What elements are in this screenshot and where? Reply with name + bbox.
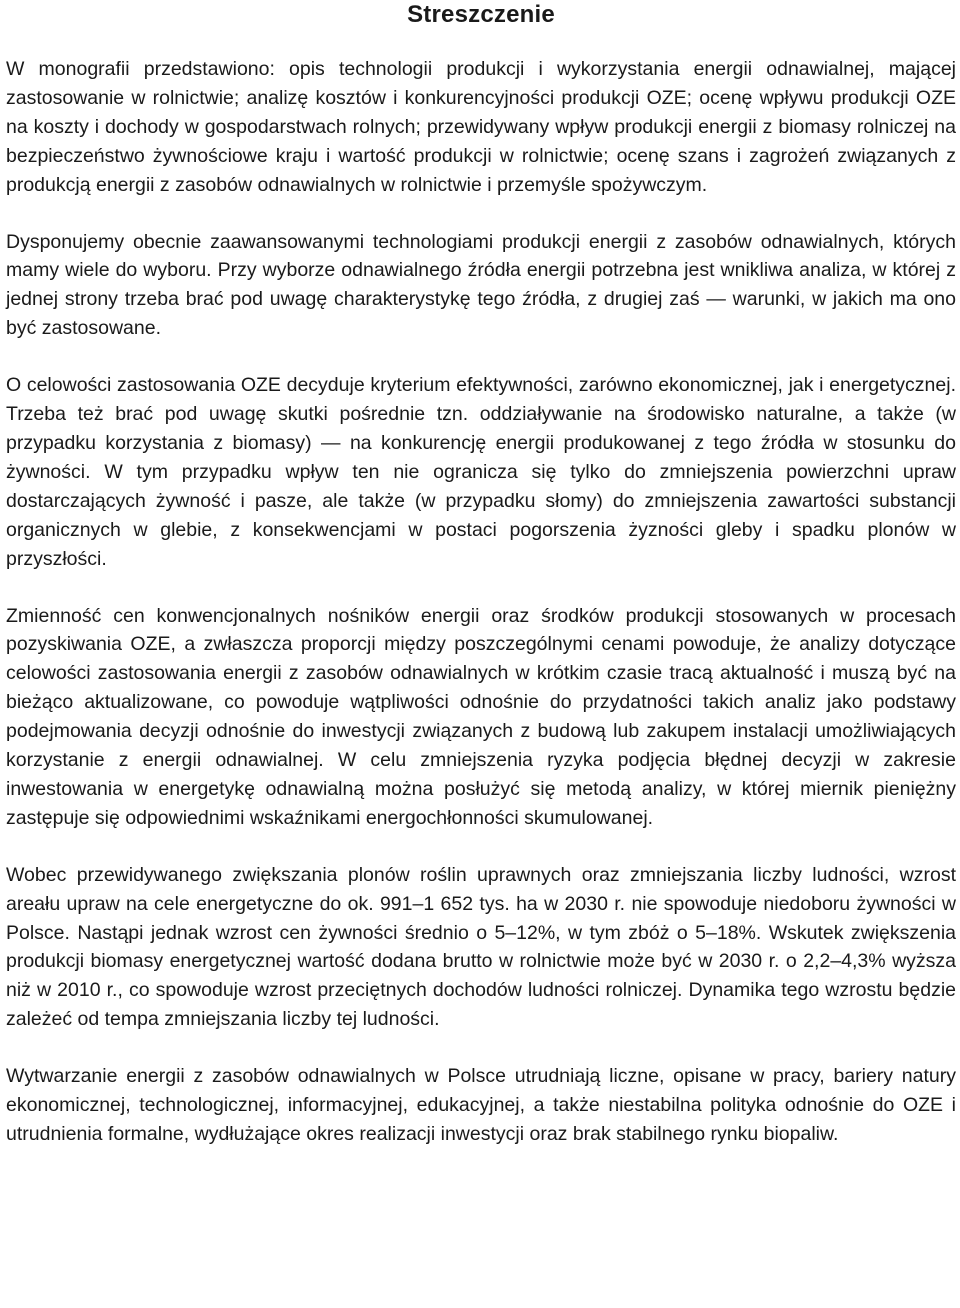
paragraph-3: O celowości zastosowania OZE decyduje kryterium efektywności, zarówno ekonomicznej, jak i energetycznej. Trzeba też brać pod uwagę skutki pośrednie tzn. oddziaływanie na środowisko naturalne, a także (w przypadku korzystania z biomasy) — na konkurencję energii produkowanej z tego źródła w stosunku do żywności. W tym przypadku wpływ ten nie ogranicza się tylko do zmniejszenia powierzchni upraw dostarczających żywność i pasze, ale także (w przypadku słomy) do zmniejszenia zawartości substancji organicznych w glebie, z konsekwencjami w postaci pogorszenia żyzności gleby i spadku plonów w przyszłości. [6,374,956,570]
paragraph-1: W monografii przedstawiono: opis technologii produkcji i wykorzystania energii odnawialnej, mającej zastosowanie w rolnictwie; analizę kosztów i konkurencyjności produkcji OZE; ocenę wpływu produkcji OZE na koszty i dochody w gospodarstwach rolnych; przewidywany wpływ produkcji energii z biomasy rolniczej na bezpieczeństwo żywnościowe kraju i wartość produkcji w rolnictwie; ocenę szans i zagrożeń związanych z produkcją energii z zasobów odnawialnych w rolnictwie i przemyśle spożywczym. [6,58,956,196]
paragraph-6: Wytwarzanie energii z zasobów odnawialnych w Polsce utrudniają liczne, opisane w pracy, bariery natury ekonomicznej, technologicznej, informacyjnej, edukacyjnej, a także niestabilna polityka odnośnie do OZE i utrudnienia formalne, wydłużające okres realizacji inwestycji oraz brak stabilnego rynku biopaliw. [6,1065,956,1145]
page-title: Streszczenie [407,1,555,28]
paragraph-5: Wobec przewidywanego zwiększania plonów roślin uprawnych oraz zmniejszania liczby ludności, wzrost areału upraw na cele energetyczne do ok. 991–1 652 tys. ha w 2030 r. nie spowoduje niedoboru żywności w Polsce. Nastąpi jednak wzrost cen żywności średnio o 5–12%, w tym zbóż o 5–18%. Wskutek zwiększenia produkcji biomasy energetycznej wartość dodana brutto w rolnictwie może być w 2030 r. o 2,2–4,3% wyższa niż w 2010 r., co spowoduje wzrost przeciętnych dochodów ludności rolniczej. Dynamika tego wzrostu będzie zależeć od tempa zmniejszania liczby tej ludności. [6,863,956,1031]
paragraph-2: Dysponujemy obecnie zaawansowanymi technologiami produkcji energii z zasobów odnawialnych, których mamy wiele do wyboru. Przy wyborze odnawialnego źródła energii potrzebna jest wnikliwa analiza, w której z jednej strony trzeba brać pod uwagę charakterystykę tego źródła, z drugiej zaś — warunki, w jakich ma ono być zastosowane. [6,230,956,340]
paragraph-4: Zmienność cen konwencjonalnych nośników energii oraz środków produkcji stosowanych w procesach pozyskiwania OZE, a zwłaszcza proporcji między poszczególnymi cenami powoduje, że analizy dotyczące celowości zastosowania energii z zasobów odnawialnych w krótkim czasie tracą aktualność i muszą być na bieżąco aktualizowane, co powoduje wątpliwości odnośnie do przydatności takich analiz jako podstawy podejmowania decyzji odnośnie do inwestycji związanych z budową lub zakupem instalacji umożliwiających korzystanie z energii odnawialnej. W celu zmniejszenia ryzyka podjęcia błędnej decyzji w zakresie inwestowania w energetykę odnawialną można posłużyć się metodą analizy, w której miernik pieniężny zastępuje się odpowiednimi wskaźnikami energochłonności skumulowanej. [6,604,956,829]
